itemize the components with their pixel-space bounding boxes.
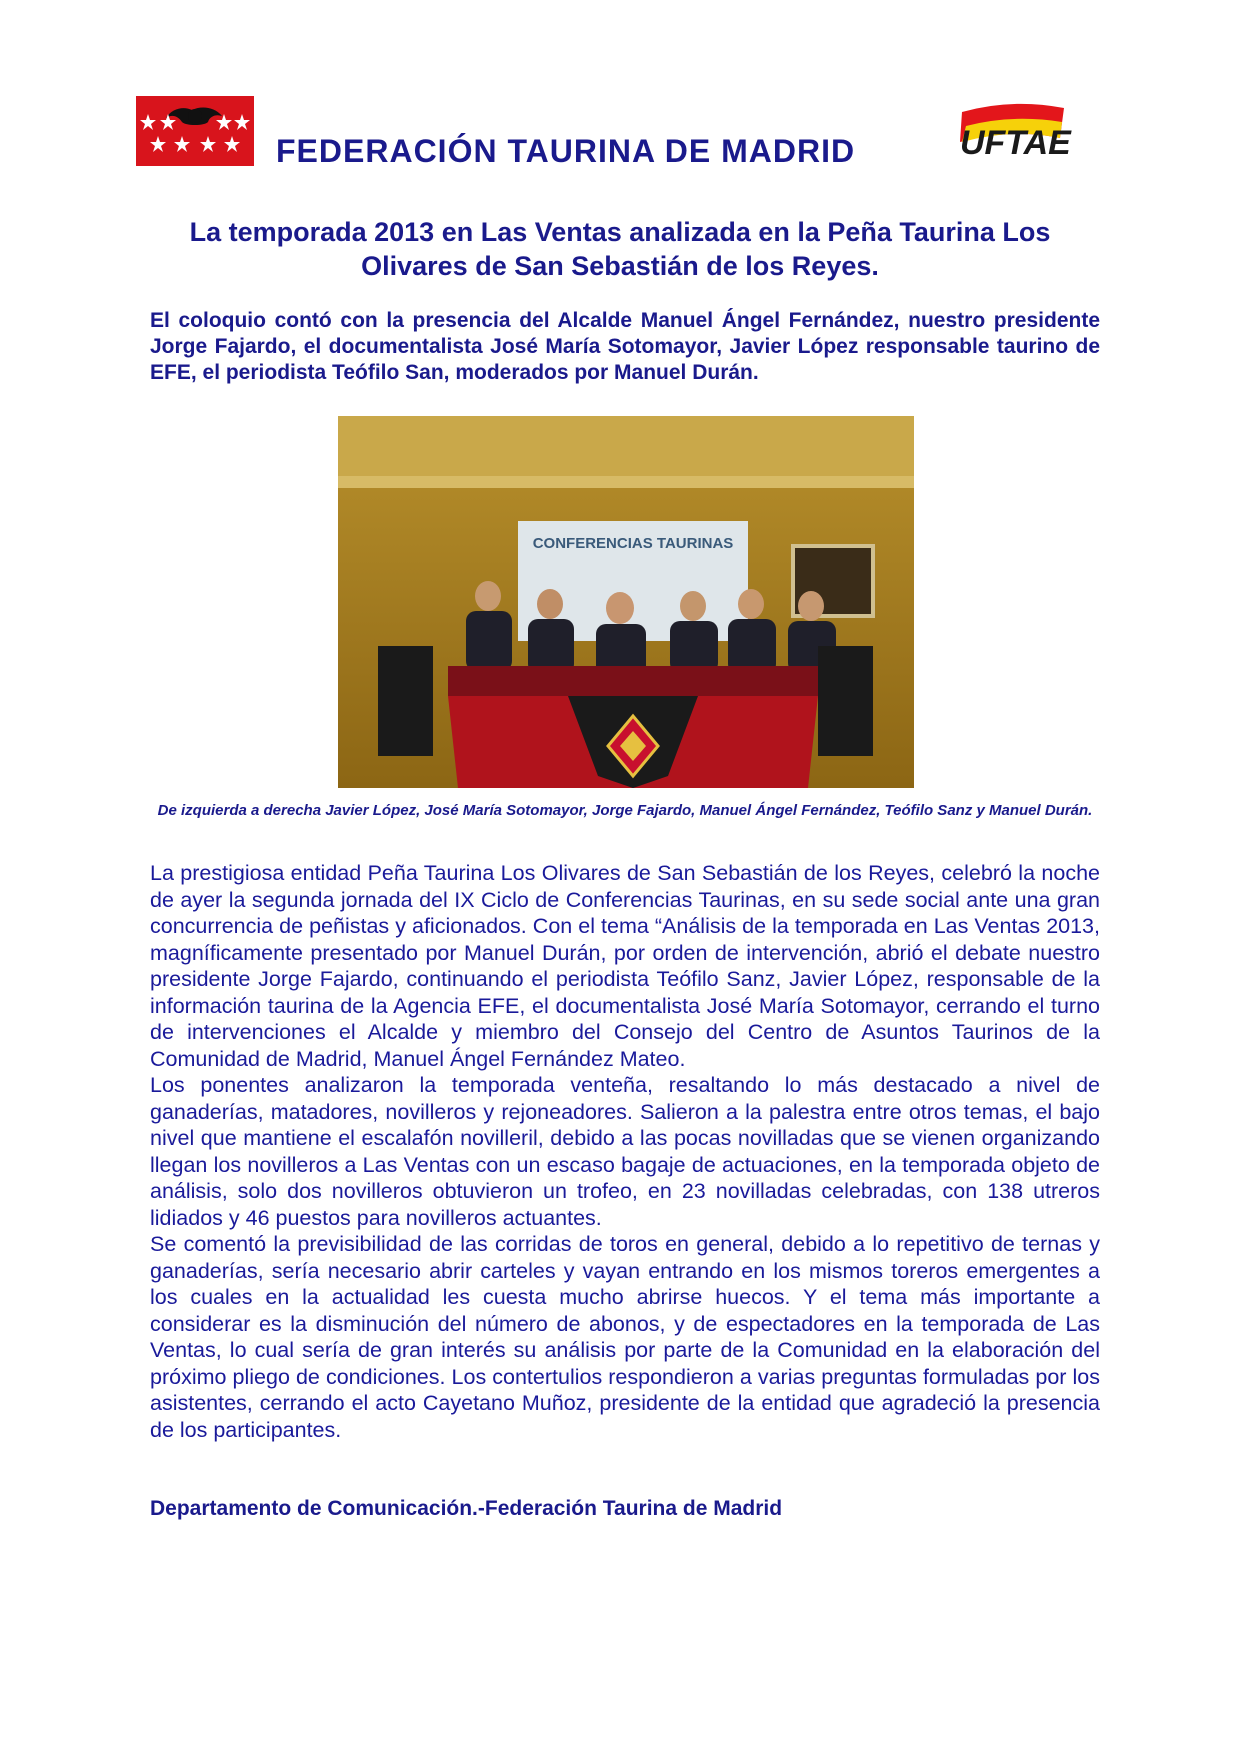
body-paragraph: Se comentó la previsibilidad de las corridas de toros en general, debido a lo repetitivo de ternas y ganaderías, sería necesario abrir carteles y vayan entrando en los mismos toreros emergentes a los cuales en la actualidad les cuesta mucho abrirse huecos. Y el tema más importante a considerar es la disminución del número de abonos, y de espectadores en la temporada de Las Ventas, lo cual sería de gran interés su análisis por parte de la Comunidad en la elaboración del próximo pliego de condiciones. Los contertulios respondieron a varias preguntas formuladas por los asistentes, cerrando el acto Cayetano Muñoz, presidente de la entidad que agradeció la presencia de los participantes. <box>150 1232 1100 1442</box>
signature: Departamento de Comunicación.-Federación Taurina de Madrid <box>150 1497 783 1520</box>
madrid-stars-bull-logo-icon <box>136 96 254 166</box>
body-paragraph: La prestigiosa entidad Peña Taurina Los Olivares de San Sebastián de los Reyes, celebró la noche de ayer la segunda jornada del IX Ciclo de Conferencias Taurinas, en su sede social ante una gran concurrencia de peñistas y aficionados. Con el tema “Análisis de la temporada en Las Ventas 2013, magníficamente presentado por Manuel Durán, por orden de intervención, abrió el debate nuestro presidente Jorge Fajardo, continuando el periodista Teófilo Sanz, Javier López, responsable de la información taurina de la Agencia EFE, el documentalista José María Sotomayor, cerrando el turno de intervenciones el Alcalde y miembro del Consejo del Centro de Asuntos Taurinos de la Comunidad de Madrid, Manuel Ángel Fernández Mateo. <box>150 861 1100 1071</box>
event-photo <box>338 416 914 788</box>
organization-title: FEDERACIÓN TAURINA DE MADRID <box>276 133 856 169</box>
headline: La temporada 2013 en Las Ventas analizada en la Peña Taurina Los Olivares de San Sebastián de los Reyes. <box>189 217 1051 281</box>
body-paragraph: Los ponentes analizaron la temporada venteña, resaltando lo más destacado a nivel de ganaderías, matadores, novilleros y rejoneadores. Salieron a la palestra entre otros temas, el bajo nivel que mantiene el escalafón novilleril, debido a las pocas novilladas que se vienen organizando llegan los novilleros a Las Ventas con un escaso bagaje de actuaciones, en la temporada objeto de análisis, solo dos novilleros obtuvieron un trofeo, en 23 novilladas celebradas, con 138 utreros lidiados y 46 puestos para novilleros actuantes. <box>150 1073 1100 1230</box>
ufetae-logo-text: UFTAE <box>960 124 1071 162</box>
article-body <box>150 860 1100 1443</box>
photo-caption: De izquierda a derecha Javier López, José María Sotomayor, Jorge Fajardo, Manuel Ángel Fernández, Teófilo Sanz y Manuel Durán. <box>157 802 1093 819</box>
ufetae-logo-icon <box>952 98 1072 170</box>
lead-paragraph: El coloquio contó con la presencia del Alcalde Manuel Ángel Fernández, nuestro presidente Jorge Fajardo, el documentalista José María Sotomayor, Javier López responsable taurino de EFE, el periodista Teófilo San, moderados por Manuel Durán. <box>150 309 1100 384</box>
photo-banner-text: CONFERENCIAS TAURINAS <box>532 535 734 552</box>
